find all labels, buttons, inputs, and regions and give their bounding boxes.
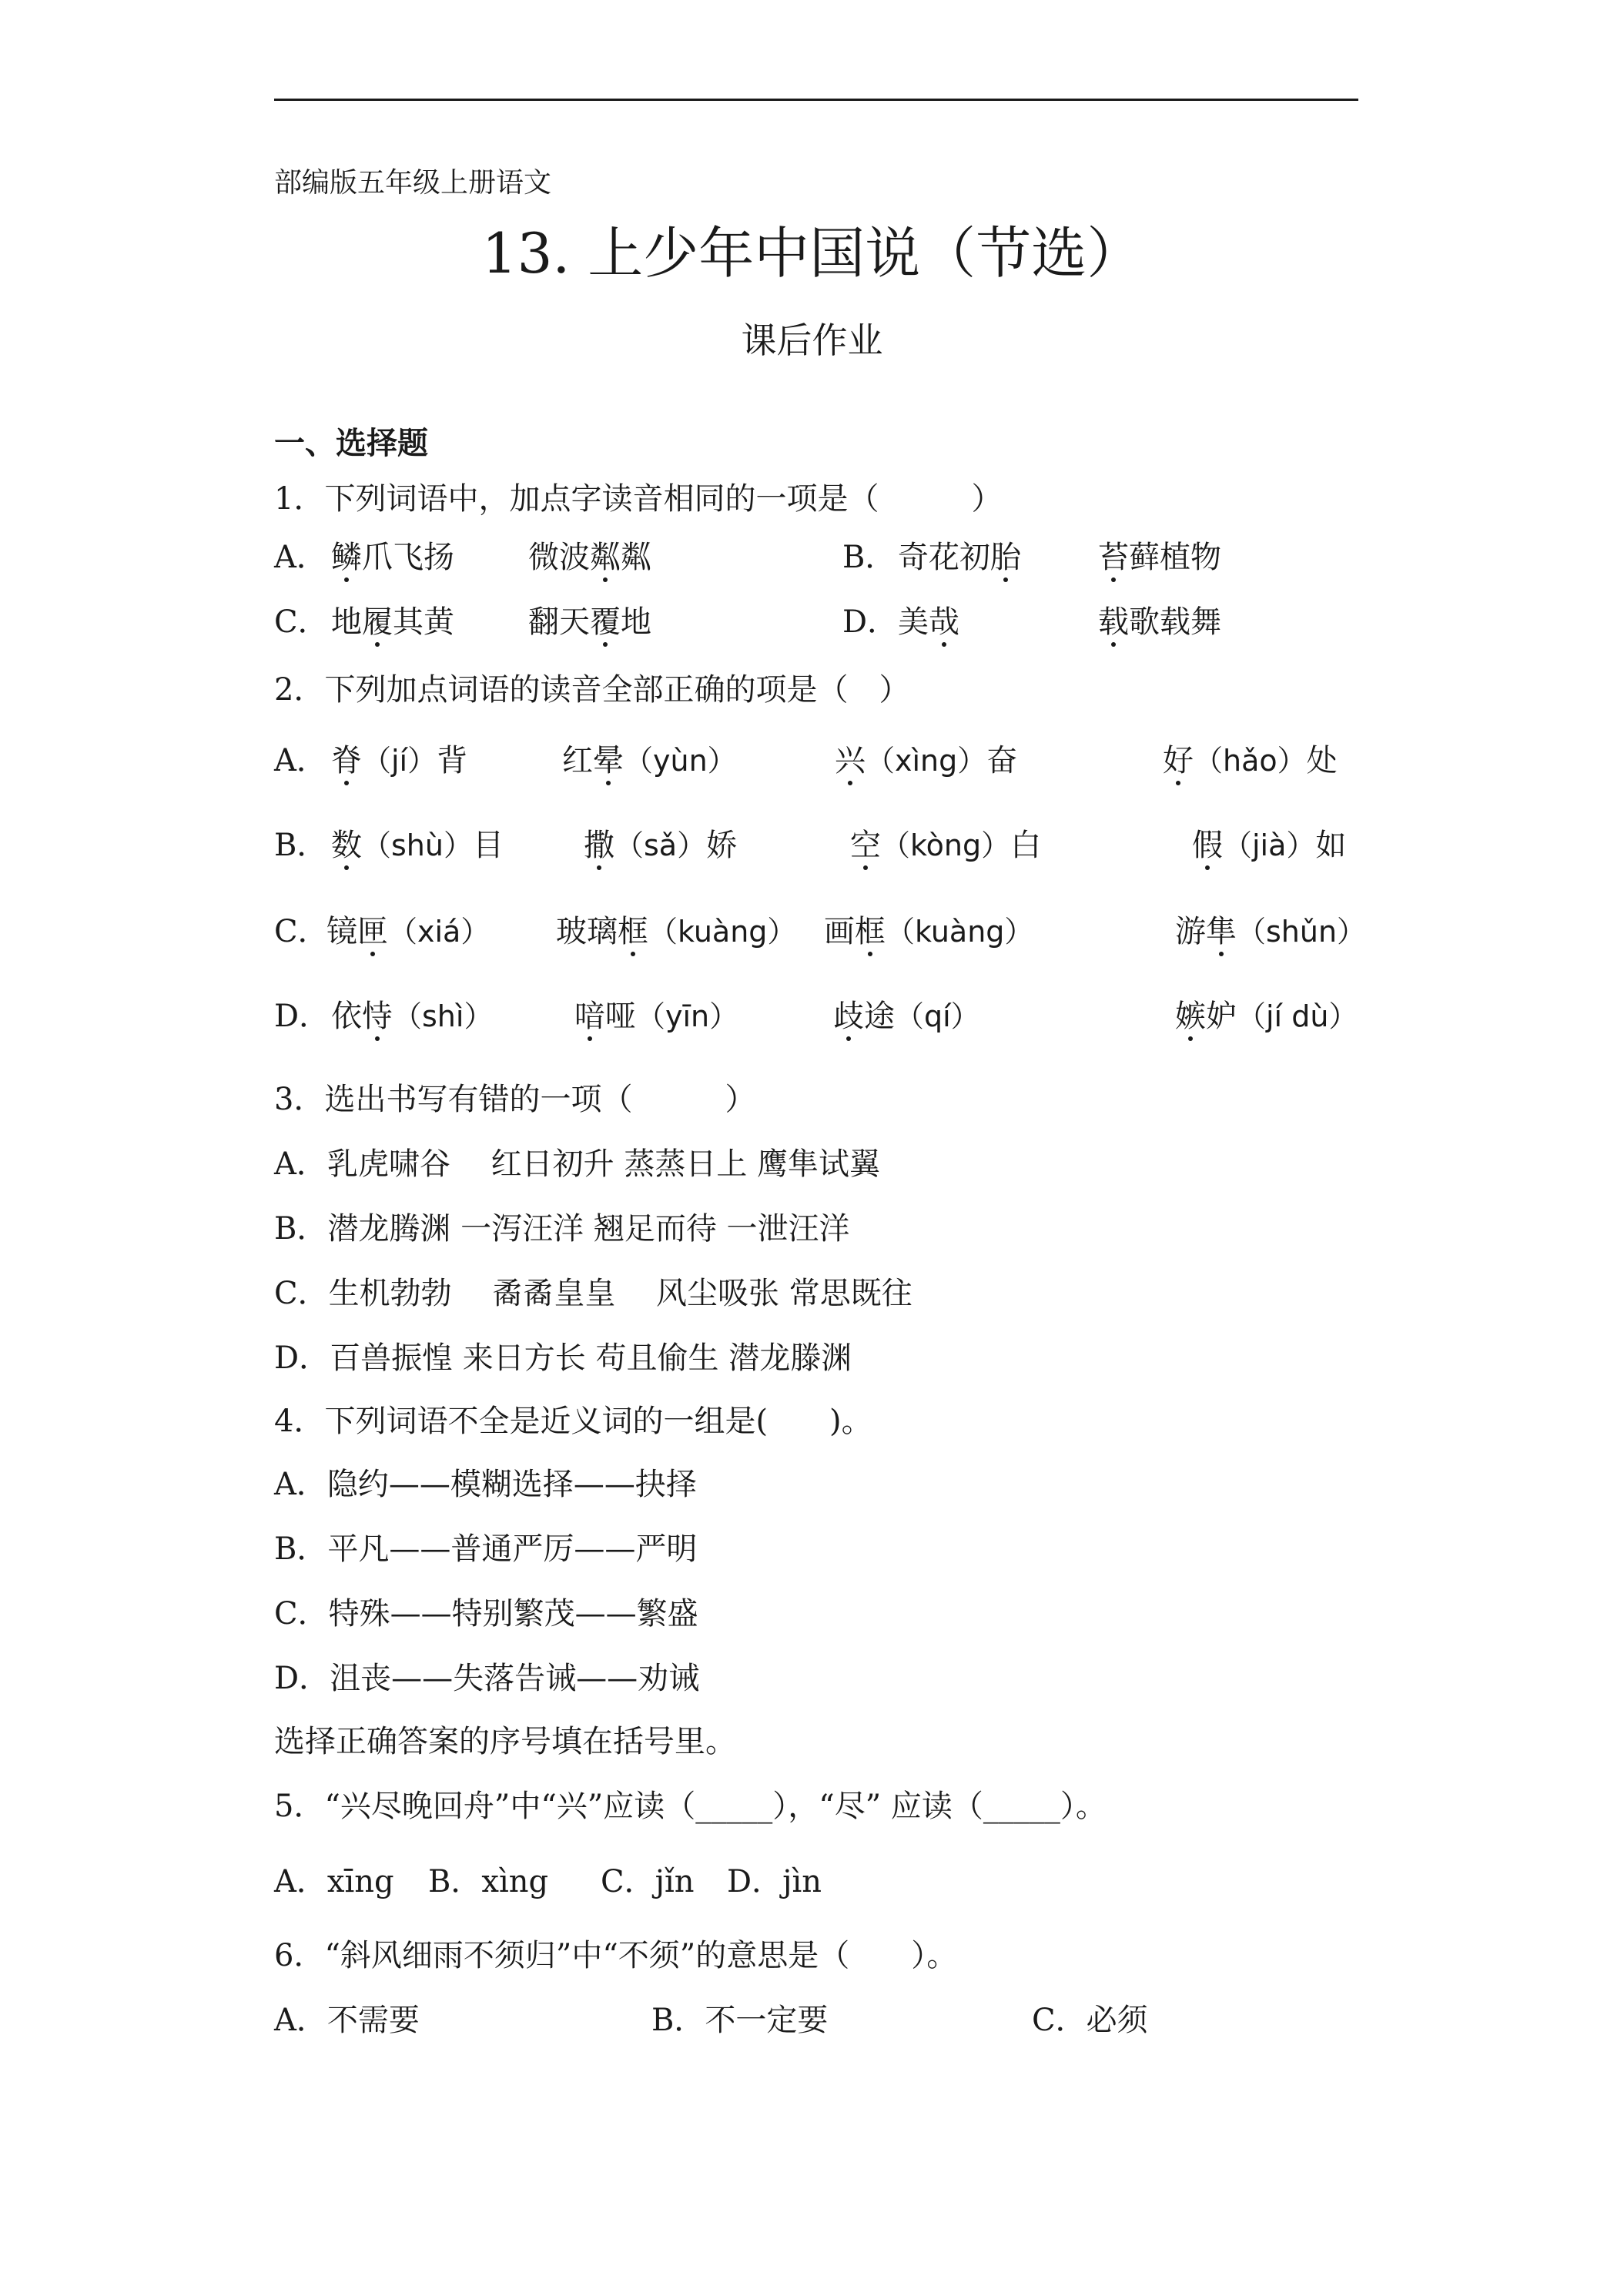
- q2-option-d-item-2: 喑哑（yīn）: [574, 999, 739, 1034]
- question-1-stem: 1．下列词语中，加点字读音相同的一项是（ ）: [274, 481, 1003, 517]
- q2-option-a-label: A．: [274, 743, 327, 778]
- emphasis-dot-char: 空: [850, 828, 881, 863]
- emphasis-dot-char: 数: [331, 828, 362, 863]
- q1-option-b-word-1: 奇花初胎: [898, 540, 1021, 575]
- emphasis-dot-char: 鳞: [331, 540, 362, 575]
- emphasis-dot-char: 晕: [593, 743, 624, 778]
- q5-option-c: C．jǐn: [601, 1864, 695, 1899]
- q2-option-d-label: D．: [274, 999, 330, 1034]
- emphasis-dot-char: 恃: [362, 999, 393, 1034]
- q3-option-d: D．百兽振惶 来日方长 苟且偷生 潜龙滕渊: [274, 1340, 852, 1376]
- q3-option-a: A．乳虎啸谷 红日初升 蒸蒸日上 鹰隼试翼: [274, 1146, 881, 1182]
- emphasis-dot-char: 假: [1192, 828, 1223, 863]
- emphasis-dot-char: 脊: [331, 743, 362, 778]
- q6-option-a: A．不需要: [274, 2003, 420, 2038]
- q5-option-d: D．jìn: [727, 1864, 822, 1899]
- q2-option-c-item-2: 玻璃框（kuàng）: [556, 914, 797, 949]
- q2-option-c-item-1: 镜匣（xiá）: [326, 914, 491, 949]
- q5-option-b: B．xìng: [428, 1864, 549, 1899]
- q1-option-d-word-1: 美哉: [898, 604, 959, 640]
- question-6-stem: 6．“斜风细雨不须归”中“不须”的意思是（ ）。: [274, 1938, 958, 1973]
- emphasis-dot-char: 框: [618, 914, 648, 949]
- emphasis-dot-char: 载: [1098, 604, 1129, 640]
- q1-option-c-word-2: 翻天覆地: [528, 604, 651, 640]
- emphasis-dot-char: 喑: [574, 999, 605, 1034]
- section-heading: 一、选择题: [274, 425, 428, 461]
- emphasis-dot-char: 哉: [929, 604, 959, 640]
- q2-option-c-label: C．: [274, 914, 329, 949]
- q1-option-a-label: A．: [274, 540, 327, 575]
- q2-option-d-item-4: 嫉妒（jí dù）: [1175, 999, 1358, 1034]
- emphasis-dot-char: 兴: [835, 743, 866, 778]
- question-2-stem: 2．下列加点词语的读音全部正确的项是（ ）: [274, 672, 910, 708]
- q1-option-d-label: D．: [842, 604, 899, 640]
- q6-option-c: C．必须: [1032, 2003, 1148, 2038]
- emphasis-dot-char: 隼: [1206, 914, 1237, 949]
- question-3-stem: 3．选出书写有错的一项（ ）: [274, 1082, 756, 1117]
- q2-option-b-item-3: 空（kòng）白: [850, 828, 1042, 863]
- q2-option-b-item-4: 假（jià）如: [1192, 828, 1347, 863]
- q4-option-d: D．沮丧——失落告诫——劝诫: [274, 1661, 700, 1696]
- q2-option-c-item-4: 游隼（shǔn）: [1175, 914, 1367, 949]
- q2-option-a-item-1: 脊（jí）背: [331, 743, 468, 778]
- page-title: 13. 上少年中国说（节选）: [481, 221, 1143, 286]
- q2-option-a-item-2: 红晕（yùn）: [562, 743, 737, 778]
- q1-option-d-word-2: 载歌载舞: [1098, 604, 1221, 640]
- q2-option-a-item-3: 兴（xìng）奋: [835, 743, 1018, 778]
- emphasis-dot-char: 歧: [833, 999, 864, 1034]
- q6-option-b: B．不一定要: [651, 2003, 829, 2038]
- q3-option-b: B．潜龙腾渊 一泻汪洋 翘足而待 一泄汪洋: [274, 1211, 850, 1247]
- q2-option-b-item-2: 撒（sǎ）娇: [584, 828, 738, 863]
- q2-option-c-item-3: 画框（kuàng）: [824, 914, 1034, 949]
- header-rule: [274, 99, 1358, 101]
- q2-option-d-item-3: 歧途（qí）: [833, 999, 980, 1034]
- emphasis-dot-char: 苔: [1098, 540, 1129, 575]
- q1-option-b-word-2: 苔藓植物: [1098, 540, 1221, 575]
- instruction-text: 选择正确答案的序号填在括号里。: [274, 1724, 736, 1759]
- emphasis-dot-char: 匣: [357, 914, 388, 949]
- q2-option-a-item-4: 好（hǎo）处: [1163, 743, 1338, 778]
- q2-option-d-item-1: 依恃（shì）: [331, 999, 494, 1034]
- q3-option-c: C．生机勃勃 矞矞皇皇 风尘吸张 常思既往: [274, 1276, 912, 1311]
- q4-option-c: C．特殊——特别繁茂——繁盛: [274, 1596, 698, 1632]
- q1-option-a-word-2: 微波粼粼: [528, 540, 651, 575]
- q1-option-a-word-1: 鳞爪飞扬: [331, 540, 454, 575]
- emphasis-dot-char: 撒: [584, 828, 614, 863]
- q1-option-c-word-1: 地履其黄: [331, 604, 454, 640]
- q4-option-b: B．平凡——普通严厉——严明: [274, 1531, 698, 1567]
- page-subtitle: 课后作业: [741, 320, 883, 361]
- emphasis-dot-char: 粼: [590, 540, 621, 575]
- emphasis-dot-char: 好: [1163, 743, 1194, 778]
- subject-label: 部编版五年级上册语文: [274, 167, 552, 199]
- q1-option-c-label: C．: [274, 604, 329, 640]
- question-4-stem: 4．下列词语不全是近义词的一组是( )。: [274, 1404, 872, 1439]
- q1-option-b-label: B．: [842, 540, 896, 575]
- question-5-stem: 5．“兴尽晚回舟”中“兴”应读（_____），“尽” 应读（_____）。: [274, 1789, 1107, 1824]
- emphasis-dot-char: 框: [855, 914, 886, 949]
- emphasis-dot-char: 履: [362, 604, 393, 640]
- q2-option-b-label: B．: [274, 828, 328, 863]
- emphasis-dot-char: 覆: [590, 604, 621, 640]
- q2-option-b-item-1: 数（shù）目: [331, 828, 504, 863]
- emphasis-dot-char: 胎: [990, 540, 1021, 575]
- q4-option-a: A．隐约——模糊选择——抉择: [274, 1467, 697, 1502]
- q5-option-a: A．xīng: [274, 1864, 394, 1899]
- emphasis-dot-char: 嫉: [1175, 999, 1206, 1034]
